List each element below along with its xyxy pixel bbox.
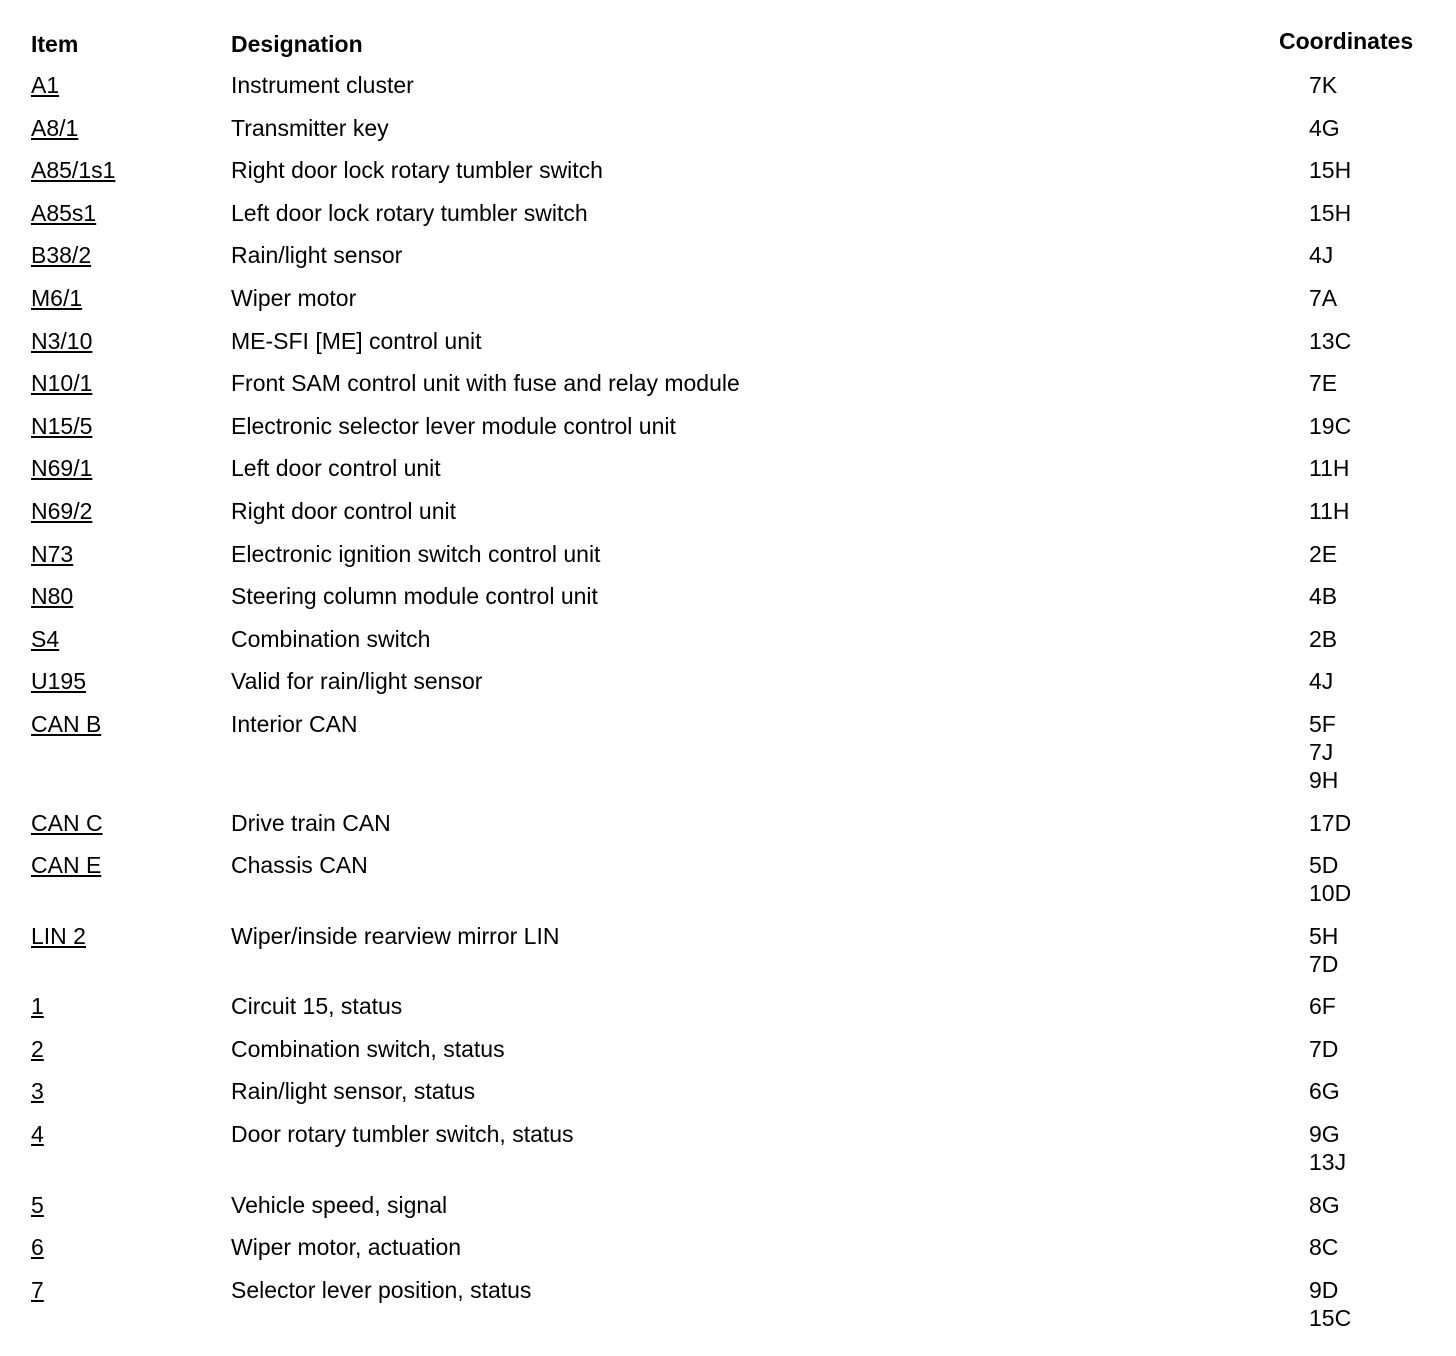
coordinates-cell [1309, 922, 1338, 978]
coordinates-cell [1309, 369, 1337, 397]
table-row [0, 625, 1456, 668]
designation-cell: Left door lock rotary tumbler switch [231, 199, 588, 226]
item-link[interactable]: 6 [31, 1234, 44, 1261]
table-row [0, 922, 1456, 993]
table-row [0, 454, 1456, 497]
designation-cell: Interior CAN [231, 710, 358, 737]
coordinates-cell [1309, 625, 1337, 653]
coordinates-cell [1309, 1077, 1340, 1105]
item-cell [31, 992, 44, 1020]
coordinates-cell [1309, 1233, 1338, 1261]
item-link[interactable]: 7 [31, 1276, 44, 1303]
designation-cell: Electronic selector lever module control unit [231, 412, 676, 439]
table-row [0, 992, 1456, 1035]
item-cell [31, 114, 78, 142]
coordinate-value: 5H [1309, 922, 1339, 949]
item-link[interactable]: B38/2 [31, 242, 92, 269]
coordinate-value: 6G [1309, 1078, 1340, 1105]
designation-cell: Right door control unit [231, 497, 457, 524]
table-row [0, 156, 1456, 199]
table-row [0, 284, 1456, 327]
designation-cell: Right door lock rotary tumbler switch [231, 157, 603, 184]
designation-cell: Selector lever position, status [231, 1276, 532, 1303]
item-link[interactable]: A85s1 [31, 199, 97, 226]
header-designation: Designation [231, 31, 363, 57]
coordinates-cell [1309, 809, 1351, 837]
item-link[interactable]: N69/2 [31, 497, 93, 524]
designation-cell: Wiper motor [231, 284, 357, 311]
coordinate-value: 17D [1309, 809, 1352, 836]
coordinates-cell [1309, 241, 1333, 269]
table-row [0, 412, 1456, 455]
coordinate-value: 7K [1309, 72, 1338, 98]
coordinates-cell [1309, 497, 1350, 525]
coordinates-cell [1309, 327, 1351, 355]
item-cell [31, 412, 92, 440]
item-link[interactable]: S4 [31, 625, 60, 652]
coordinate-value: 8G [1309, 1191, 1340, 1218]
item-link[interactable]: N69/1 [31, 455, 93, 482]
item-link[interactable]: A1 [31, 72, 60, 98]
item-cell [31, 1035, 44, 1063]
header-coordinates: Coordinates [1279, 28, 1414, 54]
coordinate-value: 7D [1309, 950, 1339, 977]
item-link[interactable]: 3 [31, 1078, 44, 1105]
coordinate-value: 7A [1309, 284, 1338, 311]
coordinate-value: 2E [1309, 540, 1338, 567]
coordinate-value: 19C [1309, 412, 1352, 439]
table-row [0, 497, 1456, 540]
designation-cell: Transmitter key [231, 114, 389, 141]
item-link[interactable]: 5 [31, 1191, 44, 1218]
header-item: Item [31, 31, 79, 57]
table-row [0, 582, 1456, 625]
coordinates-cell [1309, 284, 1337, 312]
table-row [0, 114, 1456, 157]
item-cell [31, 454, 92, 482]
item-link[interactable]: A85/1s1 [31, 157, 116, 184]
designation-cell: Circuit 15, status [231, 993, 403, 1020]
table-row [0, 199, 1456, 242]
table-row [0, 710, 1456, 809]
coordinates-cell [1309, 199, 1351, 227]
coordinate-value: 4B [1309, 583, 1338, 610]
item-link[interactable]: CAN C [31, 809, 103, 836]
coordinate-value: 4J [1309, 242, 1334, 269]
designation-cell: Front SAM control unit with fuse and relay module [231, 370, 740, 397]
item-link[interactable]: N10/1 [31, 370, 93, 397]
coordinates-cell [1309, 992, 1336, 1020]
item-cell [31, 540, 73, 568]
coordinates-cell [1309, 540, 1337, 568]
item-cell [31, 922, 86, 950]
item-link[interactable]: N80 [31, 583, 74, 610]
table-row [0, 1120, 1456, 1191]
table-row [0, 1276, 1456, 1347]
table-row [0, 327, 1456, 370]
item-link[interactable]: 2 [31, 1035, 44, 1062]
coordinate-value: 8C [1309, 1234, 1339, 1261]
item-cell [31, 497, 92, 525]
coordinates-cell [1309, 114, 1340, 142]
coordinates-cell [1309, 667, 1333, 695]
item-cell [31, 241, 91, 269]
coordinates-cell [1309, 1120, 1346, 1176]
coordinate-value: 9D [1309, 1276, 1339, 1303]
coordinate-value: 15C [1309, 1304, 1352, 1331]
coordinate-value: 13J [1309, 1149, 1347, 1176]
item-cell [31, 1233, 44, 1261]
coordinates-cell [1309, 1276, 1351, 1332]
item-link[interactable]: CAN B [31, 710, 102, 737]
coordinate-value: 15H [1309, 157, 1352, 184]
table-row [0, 71, 1456, 114]
item-cell [31, 809, 103, 837]
item-cell [31, 156, 115, 184]
designation-cell: Left door control unit [231, 455, 441, 482]
table-row [0, 540, 1456, 583]
designation-cell: Valid for rain/light sensor [231, 668, 483, 695]
item-cell [31, 582, 73, 610]
coordinate-value: 7J [1309, 738, 1334, 765]
table-row [0, 667, 1456, 710]
coordinate-value: 5F [1309, 710, 1336, 737]
coordinates-cell [1309, 851, 1351, 907]
designation-cell: Drive train CAN [231, 809, 391, 836]
designation-cell: Door rotary tumbler switch, status [231, 1121, 574, 1148]
item-link[interactable]: LIN 2 [31, 922, 86, 949]
table-row [0, 1233, 1456, 1276]
coordinate-value: 4G [1309, 114, 1340, 141]
designation-cell: Instrument cluster [231, 72, 414, 98]
table-row [0, 851, 1456, 922]
designation-cell: Wiper/inside rearview mirror LIN [231, 922, 560, 949]
coordinates-cell [1309, 71, 1337, 99]
item-link[interactable]: N3/10 [31, 327, 93, 354]
coordinate-value: 15H [1309, 199, 1352, 226]
designation-cell: Rain/light sensor [231, 242, 403, 269]
designation-cell: Combination switch [231, 625, 431, 652]
item-cell [31, 667, 86, 695]
designation-cell: Electronic ignition switch control unit [231, 540, 601, 567]
coordinate-value: 5D [1309, 852, 1339, 879]
legend-rows [0, 71, 1456, 1346]
item-cell [31, 327, 92, 355]
item-cell [31, 284, 82, 312]
item-cell [31, 1120, 44, 1148]
table-row [0, 1035, 1456, 1078]
item-cell [31, 369, 92, 397]
coordinate-value: 13C [1309, 327, 1352, 354]
table-row [0, 241, 1456, 284]
coordinate-value: 9H [1309, 766, 1339, 793]
table-row [0, 809, 1456, 852]
coordinates-cell [1309, 454, 1350, 482]
item-link[interactable]: N15/5 [31, 412, 93, 439]
designation-cell: Combination switch, status [231, 1035, 505, 1062]
table-row [0, 369, 1456, 412]
coordinates-cell [1309, 710, 1338, 794]
item-cell [31, 1191, 44, 1219]
coordinate-value: 4J [1309, 668, 1334, 695]
coordinate-value: 7E [1309, 370, 1338, 397]
table-row [0, 1191, 1456, 1234]
item-cell [31, 1276, 44, 1304]
item-link[interactable]: CAN E [31, 852, 102, 879]
coordinate-value: 7D [1309, 1035, 1339, 1062]
item-cell [31, 71, 59, 99]
designation-cell: Steering column module control unit [231, 583, 598, 610]
item-link[interactable]: U195 [31, 668, 86, 695]
designation-cell: Rain/light sensor, status [231, 1078, 476, 1105]
item-cell [31, 851, 101, 879]
coordinates-cell [1309, 582, 1337, 610]
item-cell [31, 625, 59, 653]
designation-cell: Chassis CAN [231, 852, 368, 879]
coordinate-value: 9G [1309, 1121, 1340, 1148]
item-link[interactable]: 1 [31, 993, 44, 1020]
coordinates-cell [1309, 1035, 1338, 1063]
coordinates-cell [1309, 1191, 1340, 1219]
table-row [0, 1077, 1456, 1120]
coordinate-value: 11H [1309, 497, 1350, 524]
item-cell [31, 710, 101, 738]
coordinates-cell [1309, 156, 1351, 184]
coordinate-value: 10D [1309, 880, 1352, 907]
item-link[interactable]: M6/1 [31, 284, 83, 311]
designation-cell: ME-SFI [ME] control unit [231, 327, 482, 354]
designation-cell: Wiper motor, actuation [231, 1234, 462, 1261]
coordinates-cell [1309, 412, 1351, 440]
item-cell [31, 1077, 44, 1105]
item-link[interactable]: A8/1 [31, 114, 79, 141]
designation-cell: Vehicle speed, signal [231, 1191, 448, 1218]
item-link[interactable]: 4 [31, 1121, 44, 1148]
item-cell [31, 199, 96, 227]
coordinate-value: 2B [1309, 625, 1338, 652]
item-link[interactable]: N73 [31, 540, 74, 567]
coordinate-value: 6F [1309, 993, 1336, 1020]
coordinate-value: 11H [1309, 455, 1350, 482]
